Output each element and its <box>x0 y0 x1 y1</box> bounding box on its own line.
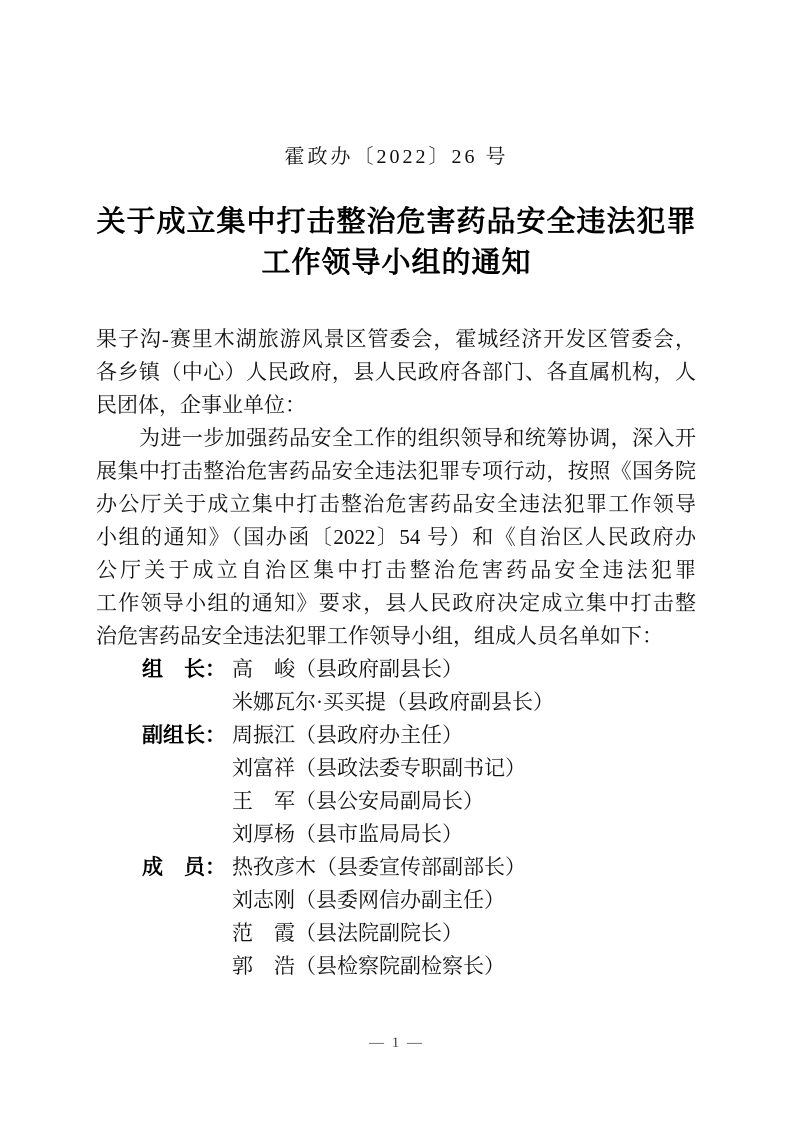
roster-role-label: 副组长： <box>142 724 226 747</box>
body-line: 办公厅关于成立集中打击整治危害药品安全违法犯罪工作领导 <box>96 492 696 516</box>
roster-row <box>96 950 696 983</box>
document-number: 霍政办〔2022〕26 号 <box>284 146 509 168</box>
roster-role-label <box>142 785 232 818</box>
body-line: 小组的通知》（国办函〔2022〕54 号）和《自治区人民政府办 <box>96 525 696 549</box>
roster-role-label <box>142 884 232 917</box>
roster-row <box>96 653 696 686</box>
roster-member-name: 刘厚杨（县市监局局长） <box>232 822 463 846</box>
body-line: 为进一步加强药品安全工作的组织领导和统筹协调，深入开 <box>139 426 696 450</box>
body-line: 各乡镇（中心）人民政府，县人民政府各部门、各直属机构，人 <box>96 360 696 384</box>
document-title <box>0 202 793 284</box>
body-line: 治危害药品安全违法犯罪工作领导小组，组成人员名单如下： <box>96 624 663 648</box>
roster-member-name: 高 峻（县政府副县长） <box>232 657 463 681</box>
roster-list <box>96 653 696 983</box>
roster-member-name: 热孜彦木（县委宣传部副部长） <box>232 855 526 879</box>
body-line: 公厅关于成立自治区集中打击整治危害药品安全违法犯罪 <box>96 558 696 582</box>
roster-role-label: 组 长： <box>142 658 226 681</box>
body-line: 民团体，企事业单位： <box>96 393 306 417</box>
title-line-1: 关于成立集中打击整治危害药品安全违法犯罪 <box>96 206 697 238</box>
roster-row <box>96 686 696 719</box>
roster-row <box>96 917 696 950</box>
roster-role-label <box>142 917 232 950</box>
roster-member-name: 周振江（县政府办主任） <box>232 723 463 747</box>
roster-role-label <box>142 686 232 719</box>
roster-role-label <box>142 752 232 785</box>
page-number: — 1 — <box>369 1035 424 1051</box>
roster-row <box>96 851 696 884</box>
roster-role-label: 成 员： <box>142 856 226 879</box>
body-line: 果子沟-赛里木湖旅游风景区管委会，霍城经济开发区管委会， <box>96 327 696 351</box>
body-line: 工作领导小组的通知》要求，县人民政府决定成立集中打击整 <box>96 591 696 615</box>
roster-role-label <box>142 818 232 851</box>
document-body <box>96 323 696 983</box>
roster-row <box>96 884 696 917</box>
roster-row <box>96 785 696 818</box>
roster-member-name: 刘志刚（县委网信办副主任） <box>232 888 505 912</box>
roster-member-name: 刘富祥（县政法委专职副书记） <box>232 756 526 780</box>
body-paragraphs <box>96 323 696 653</box>
roster-member-name: 王 军（县公安局副局长） <box>232 789 484 813</box>
title-line-2: 工作领导小组的通知 <box>261 247 532 279</box>
roster-role-label <box>142 950 232 983</box>
roster-row <box>96 818 696 851</box>
roster-row <box>96 719 696 752</box>
roster-member-name: 郭 浩（县检察院副检察长） <box>232 954 505 978</box>
body-line: 展集中打击整治危害药品安全违法犯罪专项行动，按照《国务院 <box>96 459 696 483</box>
roster-row <box>96 752 696 785</box>
roster-member-name: 范 霞（县法院副院长） <box>232 921 463 945</box>
roster-member-name: 米娜瓦尔·买买提（县政府副县长） <box>232 690 554 714</box>
